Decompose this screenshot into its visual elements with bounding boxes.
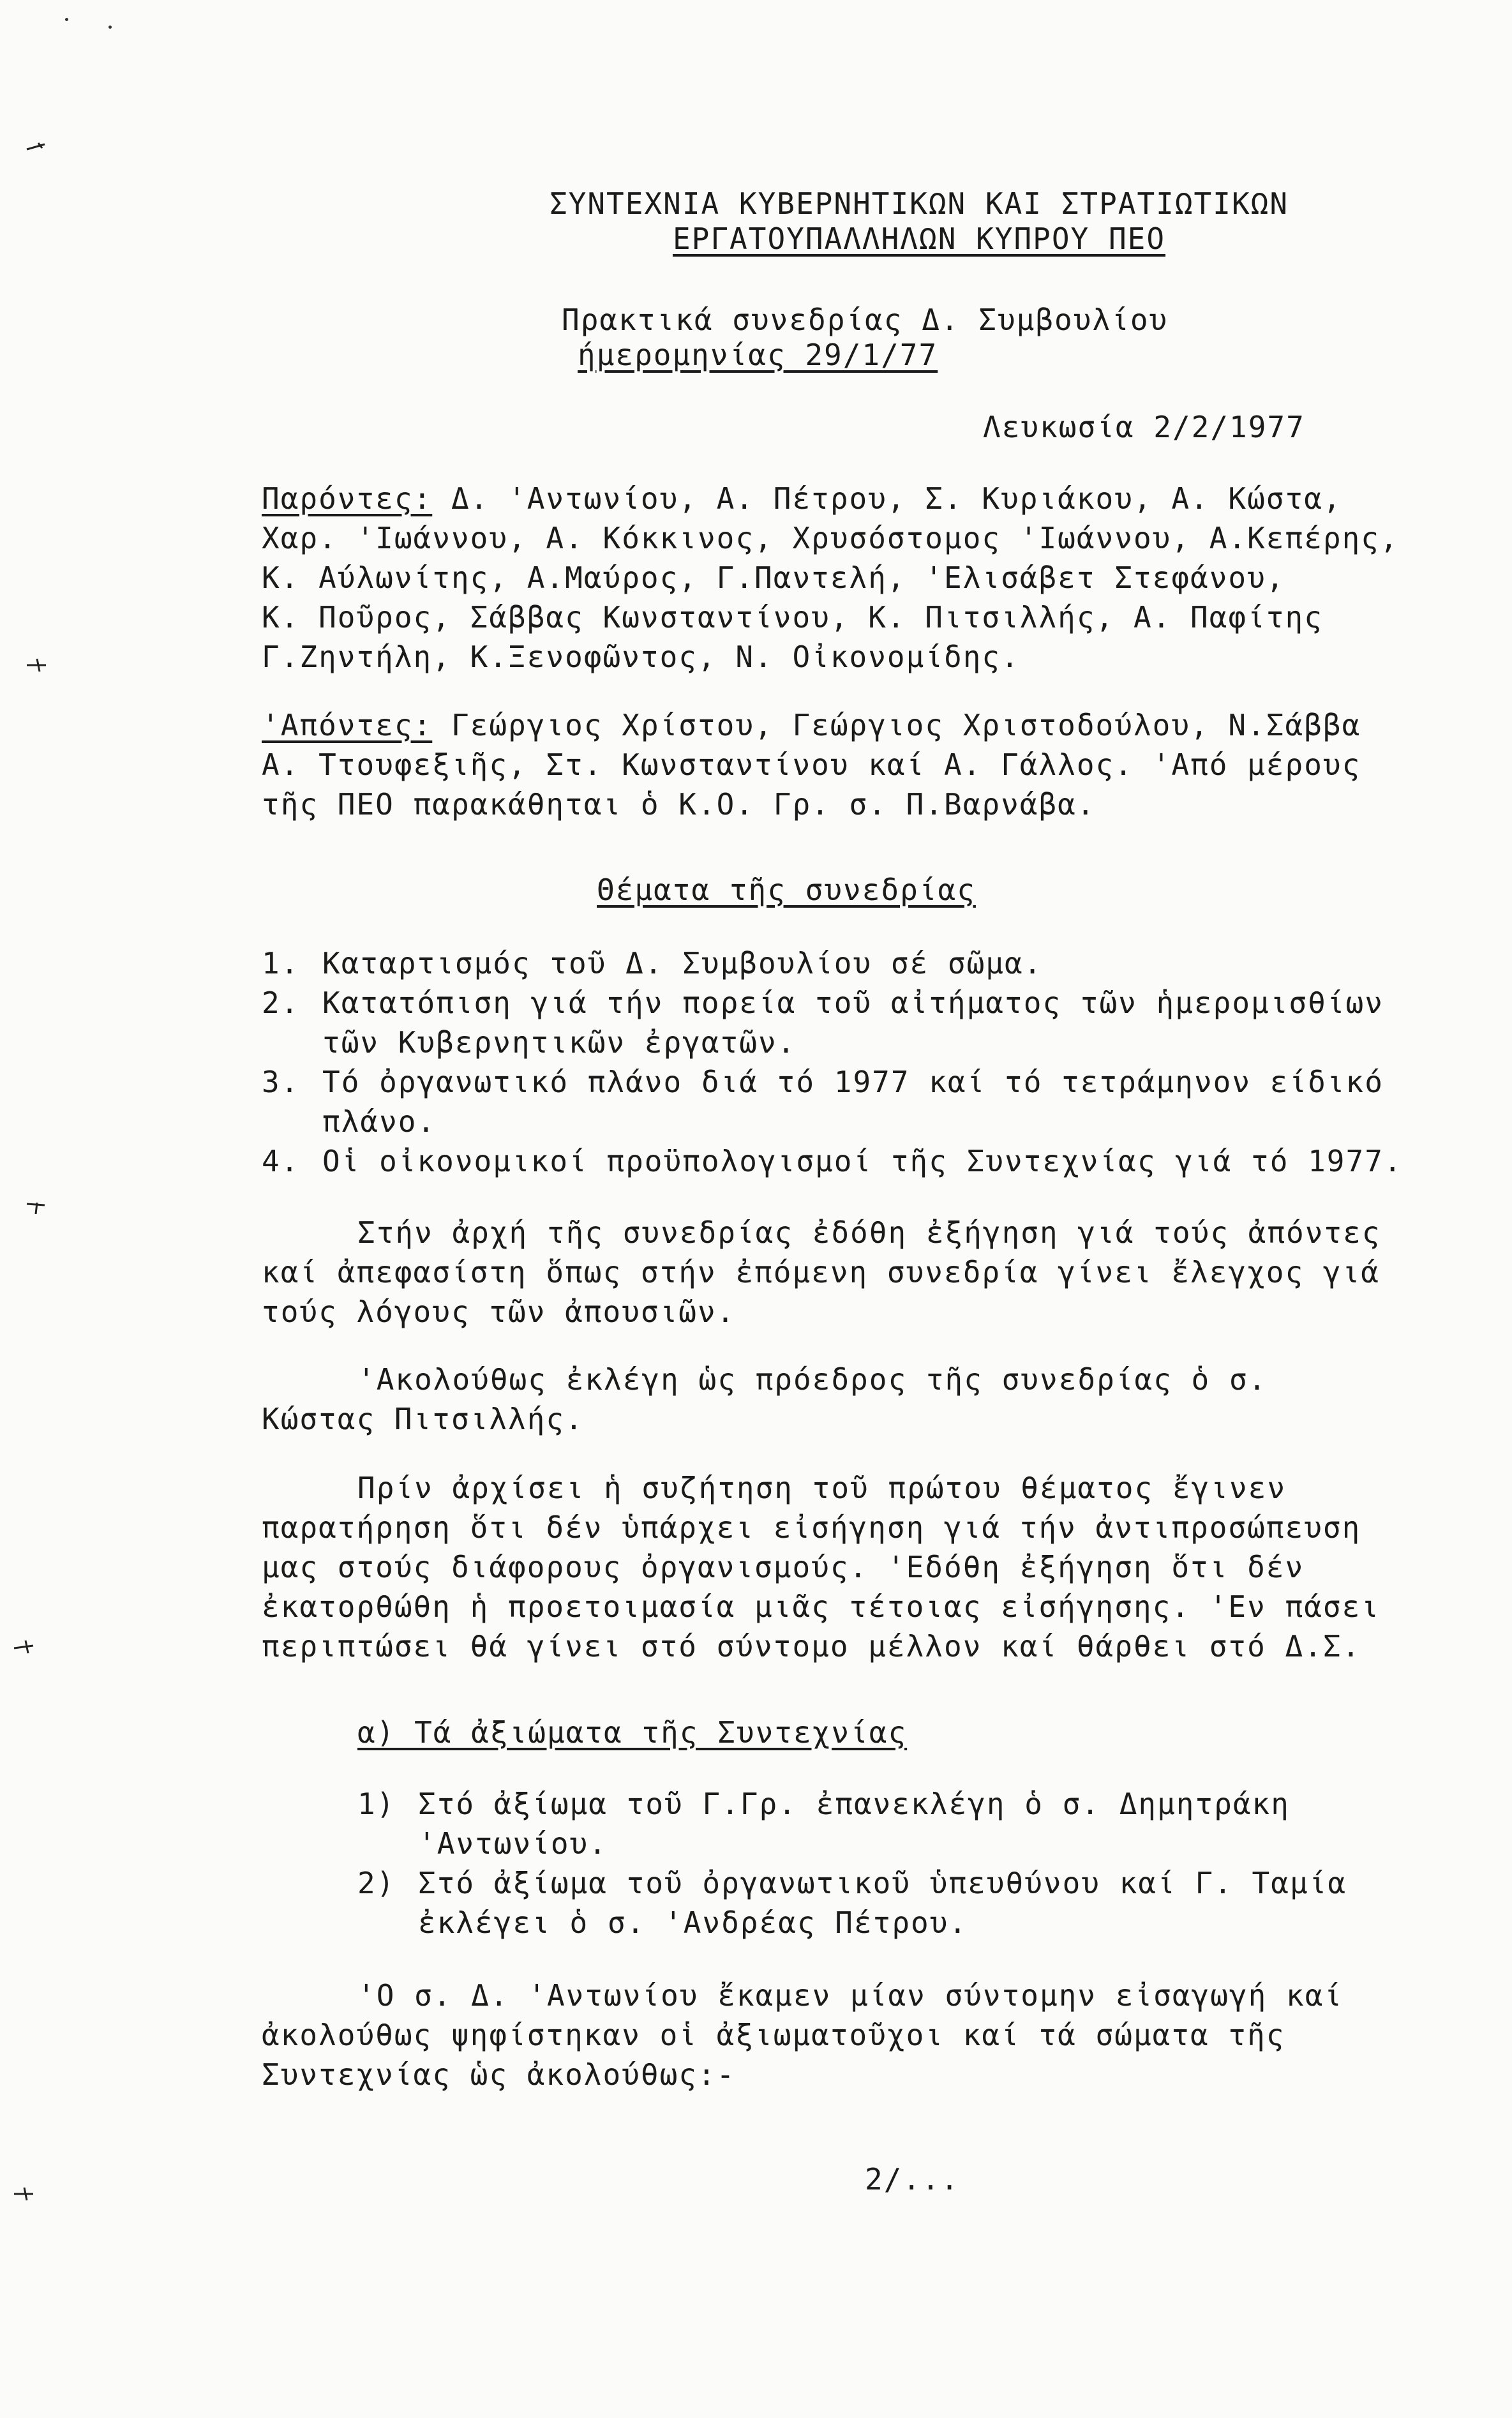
place-date: Λευκωσία 2/2/1977 — [983, 410, 1305, 444]
margin-mark-icon — [13, 2186, 34, 2202]
present-line: Κ. Αύλωνίτης, Α.Μαύρος, Γ.Παντελή, 'Ελισάβετ Στεφάνου, — [262, 560, 1285, 595]
agenda-title: Θέματα τῆς συνεδρίας — [597, 873, 976, 907]
margin-mark-icon — [13, 1639, 34, 1655]
agenda-item: 4. Οἱ οἰκονομικοί προϋπολογισμοί τῆς Συντεχνίας γιά τό 1977. — [262, 1144, 1403, 1178]
speck-dot — [109, 26, 112, 29]
paragraph-officers: 'Ο σ. Δ. 'Αντωνίου ἔκαμεν μίαν σύντομην εἰσαγωγή καί ἀκολούθως ψηφίστηκαν οἱ ἀξιωματοῦχοι καί τά σώματα τῆς Συντεχνίας ὡς ἀκολούθως:- — [262, 1978, 1344, 2092]
agenda-item: 1. Καταρτισμός τοῦ Δ. Συμβουλίου σέ σῶμα. — [262, 946, 1043, 980]
margin-mark-icon — [26, 1200, 47, 1215]
paragraph-chair: 'Ακολούθως ἐκλέγη ὡς πρόεδρος τῆς συνεδρίας ὁ σ. Κώστας Πιτσιλλής. — [262, 1362, 1268, 1436]
present-line: Κ. Ποῦρος, Σάββας Κωνσταντίνου, Κ. Πιτσιλλής, Α. Παφίτης — [262, 600, 1323, 635]
org-title-line2: ΕΡΓΑΤΟΥΠΑΛΛΗΛΩΝ ΚΥΠΡΟΥ ΠΕΟ — [672, 222, 1166, 256]
absent-line: Α. Ττουφεξιῆς, Στ. Κωνσταντίνου καί Α. Γάλλος. 'Από μέρους — [262, 747, 1361, 782]
minutes-date: ήμερομηνίας 29/1/77 — [578, 338, 938, 372]
org-title-line1: ΣΥΝΤΕΧΝΙΑ ΚΥΒΕΡΝΗΤΙΚΩΝ ΚΑΙ ΣΤΡΑΤΙΩΤΙΚΩΝ — [549, 186, 1289, 221]
margin-mark-icon — [26, 139, 47, 154]
page-marker: 2/... — [865, 2162, 960, 2196]
officer-item: 1) Στό ἀξίωμα τοῦ Γ.Γρ. ἐπανεκλέγη ὁ σ. Δημητράκη 'Αντωνίου. — [357, 1787, 1290, 1861]
margin-mark-icon — [26, 657, 47, 673]
present-line: Γ.Ζηντήλη, Κ.Ξενοφῶντος, Ν. Οἰκονομίδης. — [262, 640, 1020, 674]
section-a-title: α) Τά ἀξιώματα τῆς Συντεχνίας — [357, 1715, 908, 1750]
absent-block — [262, 705, 1361, 824]
absent-line: 'Απόντες: Γεώργιος Χρίστου, Γεώργιος Χριστοδούλου, Ν.Σάββα — [262, 708, 1361, 742]
paragraph-representation: Πρίν ἀρχίσει ἡ συζήτηση τοῦ πρώτου θέματος ἔγινεν παρατήρηση ὅτι δέν ὑπάρχει εἰσήγηση γιά τήν ἀντιπροσώπευση μας στούς διάφορους ὀργανισμούς. 'Εδόθη ἐξήγηση ὅτι δέν ἐκατορθώθη ἡ προετοιμασία μιᾶς τέτοιας εἰσήγησης. 'Εν πάσει περιπτώσει θά γίνει στό σύντομο μέλλον καί θάρθει στό Δ.Σ. — [262, 1471, 1380, 1663]
present-line: Χαρ. 'Ιωάννου, Α. Κόκκινος, Χρυσόστομος 'Ιωάννου, Α.Κεπέρης, — [262, 521, 1399, 555]
speck-dot — [65, 18, 68, 21]
present-label: Παρόντες: — [262, 481, 433, 516]
agenda-item: 3. Τό ὀργανωτικό πλάνο διά τό 1977 καί τό τετράμηνον είδικό πλάνο. — [262, 1065, 1384, 1139]
officers-list — [357, 1784, 1347, 1942]
agenda-list — [262, 943, 1403, 1181]
absent-line: τῆς ΠΕΟ παρακάθηται ὁ Κ.Ο. Γρ. σ. Π.Βαρνάβα. — [262, 787, 1096, 822]
officer-item: 2) Στό ἀξίωμα τοῦ ὀργανωτικοῦ ὑπευθύνου καί Γ. Ταμία ἐκλέγει ὁ σ. 'Ανδρέας Πέτρου. — [357, 1866, 1347, 1940]
absent-label: 'Απόντες: — [262, 708, 433, 742]
present-block — [262, 479, 1399, 677]
agenda-item: 2. Κατατόπιση γιά τήν πορεία τοῦ αἰτήματος τῶν ἡμερομισθίων τῶν Κυβερνητικῶν ἐργατῶν. — [262, 986, 1384, 1060]
minutes-title: Πρακτικά συνεδρίας Δ. Συμβουλίου — [562, 303, 1169, 337]
present-line: Παρόντες: Δ. 'Αντωνίου, Α. Πέτρου, Σ. Κυριάκου, Α. Κώστα, — [262, 481, 1342, 516]
paragraph-absences: Στήν ἀρχή τῆς συνεδρίας ἐδόθη ἐξήγηση γιά τούς ἀπόντες καί ἀπεφασίστη ὅπως στήν ἐπόμενη συνεδρία γίνει ἔλεγχος γιά τούς λόγους τῶν ἀπουσιῶν. — [262, 1215, 1381, 1329]
